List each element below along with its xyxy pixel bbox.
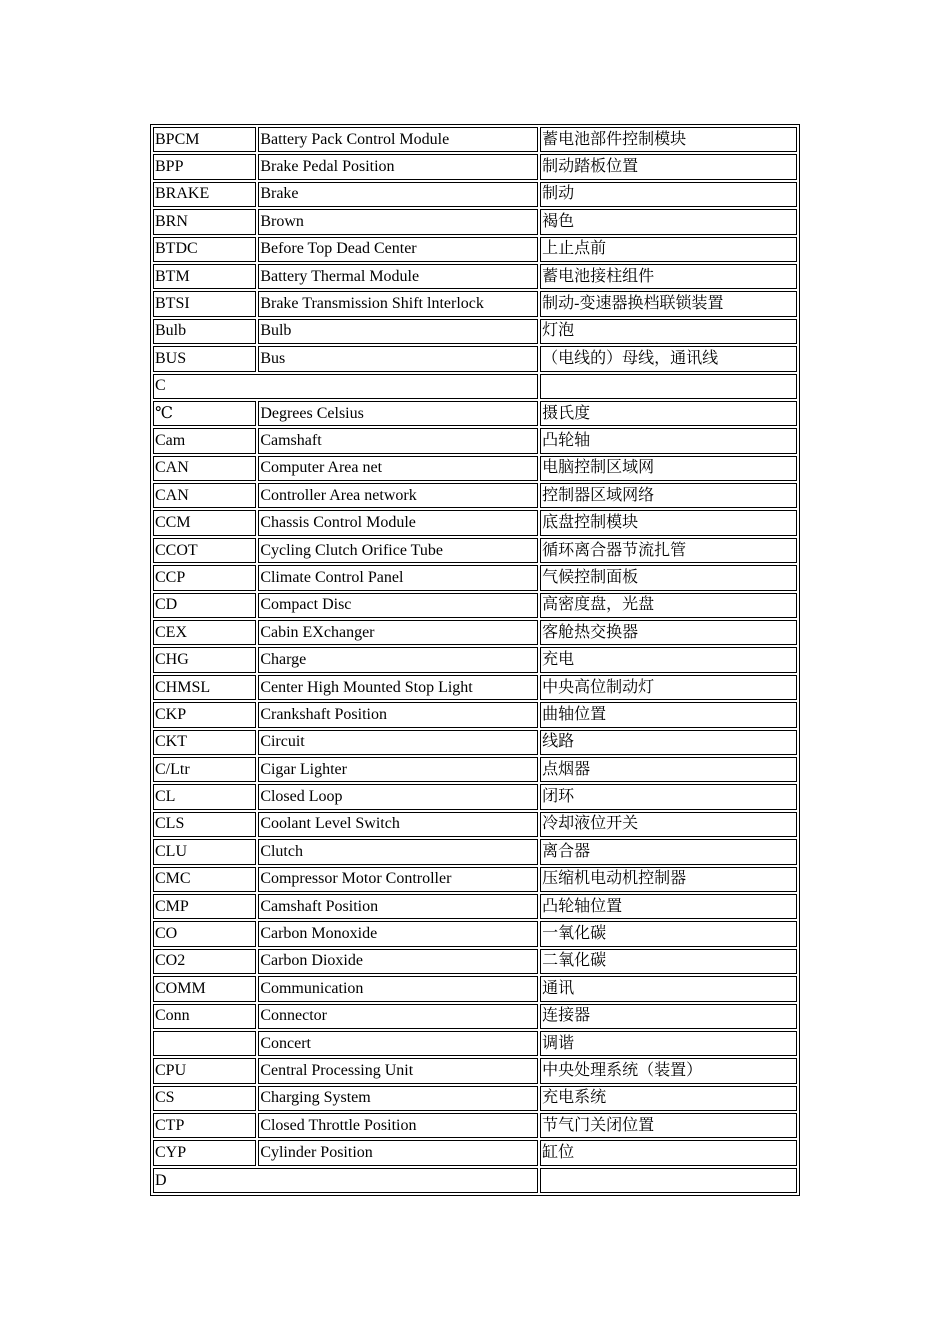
- table-row: [153, 483, 797, 508]
- chinese-term-cell: 制动: [540, 182, 797, 207]
- abbreviation-cell: CPU: [153, 1058, 256, 1083]
- abbreviation-cell: CCOT: [153, 538, 256, 563]
- abbreviation-cell: Conn: [153, 1004, 256, 1029]
- chinese-term-cell: 上止点前: [540, 237, 797, 262]
- english-term-cell: Cigar Lighter: [258, 757, 538, 782]
- table-row: [153, 647, 797, 672]
- table-row: [153, 346, 797, 371]
- abbreviation-cell: CYP: [153, 1140, 256, 1165]
- chinese-term-cell: （电线的）母线，通讯线: [540, 346, 797, 371]
- abbreviation-cell: CAN: [153, 456, 256, 481]
- table-row: [153, 949, 797, 974]
- chinese-term-cell: 中央处理系统（装置）: [540, 1058, 797, 1083]
- english-term-cell: Chassis Control Module: [258, 510, 538, 535]
- english-term-cell: Central Processing Unit: [258, 1058, 538, 1083]
- table-row: [153, 593, 797, 618]
- abbreviation-cell: BTDC: [153, 237, 256, 262]
- english-term-cell: Brake Transmission Shift lnterlock: [258, 291, 538, 316]
- abbreviation-cell: BPCM: [153, 127, 256, 152]
- table-row: [153, 209, 797, 234]
- chinese-term-cell: 充电: [540, 647, 797, 672]
- english-term-cell: Coolant Level Switch: [258, 812, 538, 837]
- table-row: [153, 510, 797, 535]
- chinese-term-cell: 点烟器: [540, 757, 797, 782]
- english-term-cell: Carbon Dioxide: [258, 949, 538, 974]
- chinese-term-cell: 中央高位制动灯: [540, 675, 797, 700]
- table-row: [153, 867, 797, 892]
- chinese-term-cell: 通讯: [540, 976, 797, 1001]
- abbreviation-cell: BRN: [153, 209, 256, 234]
- chinese-term-cell: 调谐: [540, 1031, 797, 1056]
- abbreviation-cell: CS: [153, 1086, 256, 1111]
- table-row: [153, 264, 797, 289]
- table-row: [153, 291, 797, 316]
- abbreviation-cell: CO: [153, 921, 256, 946]
- english-term-cell: Battery Pack Control Module: [258, 127, 538, 152]
- chinese-term-cell: 循环离合器节流扎管: [540, 538, 797, 563]
- section-letter-cell: D: [153, 1168, 538, 1193]
- abbreviation-cell: CCP: [153, 565, 256, 590]
- english-term-cell: Charge: [258, 647, 538, 672]
- chinese-term-cell: 凸轮轴位置: [540, 894, 797, 919]
- section-header-row: [153, 374, 797, 399]
- chinese-term-cell: 凸轮轴: [540, 428, 797, 453]
- table-row: [153, 784, 797, 809]
- english-term-cell: Concert: [258, 1031, 538, 1056]
- abbreviation-cell: [153, 1031, 256, 1056]
- english-term-cell: Closed Loop: [258, 784, 538, 809]
- abbreviation-cell: CHG: [153, 647, 256, 672]
- table-row: [153, 1113, 797, 1138]
- english-term-cell: Circuit: [258, 730, 538, 755]
- abbreviation-cell: CHMSL: [153, 675, 256, 700]
- table-row: [153, 1031, 797, 1056]
- english-term-cell: Carbon Monoxide: [258, 921, 538, 946]
- abbreviation-cell: CCM: [153, 510, 256, 535]
- table-row: [153, 237, 797, 262]
- english-term-cell: Compressor Motor Controller: [258, 867, 538, 892]
- abbreviation-cell: CD: [153, 593, 256, 618]
- abbreviation-cell: BTSI: [153, 291, 256, 316]
- chinese-term-cell: 灯泡: [540, 319, 797, 344]
- abbreviation-cell: Bulb: [153, 319, 256, 344]
- english-term-cell: Connector: [258, 1004, 538, 1029]
- table-row: [153, 812, 797, 837]
- table-row: [153, 182, 797, 207]
- table-row: [153, 127, 797, 152]
- chinese-term-cell: 二氧化碳: [540, 949, 797, 974]
- chinese-term-cell: 控制器区域网络: [540, 483, 797, 508]
- section-blank-cell: [540, 374, 797, 399]
- glossary-table-body: [153, 127, 797, 1193]
- table-row: [153, 1058, 797, 1083]
- table-row: [153, 154, 797, 179]
- table-row: [153, 565, 797, 590]
- chinese-term-cell: 底盘控制模块: [540, 510, 797, 535]
- english-term-cell: Cycling Clutch Orifice Tube: [258, 538, 538, 563]
- english-term-cell: Crankshaft Position: [258, 702, 538, 727]
- chinese-term-cell: 蓄电池部件控制模块: [540, 127, 797, 152]
- chinese-term-cell: 节气门关闭位置: [540, 1113, 797, 1138]
- table-row: [153, 456, 797, 481]
- chinese-term-cell: 冷却液位开关: [540, 812, 797, 837]
- chinese-term-cell: 闭环: [540, 784, 797, 809]
- abbreviation-cell: Cam: [153, 428, 256, 453]
- table-row: [153, 1086, 797, 1111]
- abbreviation-cell: CAN: [153, 483, 256, 508]
- table-row: [153, 401, 797, 426]
- english-term-cell: Cabin EXchanger: [258, 620, 538, 645]
- chinese-term-cell: 摄氏度: [540, 401, 797, 426]
- english-term-cell: Compact Disc: [258, 593, 538, 618]
- chinese-term-cell: 连接器: [540, 1004, 797, 1029]
- chinese-term-cell: 离合器: [540, 839, 797, 864]
- english-term-cell: Controller Area network: [258, 483, 538, 508]
- table-row: [153, 894, 797, 919]
- chinese-term-cell: 一氧化碳: [540, 921, 797, 946]
- english-term-cell: Camshaft Position: [258, 894, 538, 919]
- chinese-term-cell: 制动-变速器换档联锁装置: [540, 291, 797, 316]
- chinese-term-cell: 蓄电池接柱组件: [540, 264, 797, 289]
- abbreviation-cell: CO2: [153, 949, 256, 974]
- english-term-cell: Computer Area net: [258, 456, 538, 481]
- chinese-term-cell: 制动踏板位置: [540, 154, 797, 179]
- table-row: [153, 921, 797, 946]
- table-row: [153, 1140, 797, 1165]
- abbreviation-cell: CKT: [153, 730, 256, 755]
- english-term-cell: Clutch: [258, 839, 538, 864]
- abbreviation-cell: CTP: [153, 1113, 256, 1138]
- english-term-cell: Before Top Dead Center: [258, 237, 538, 262]
- english-term-cell: Climate Control Panel: [258, 565, 538, 590]
- table-row: [153, 730, 797, 755]
- abbreviation-cell: COMM: [153, 976, 256, 1001]
- english-term-cell: Bulb: [258, 319, 538, 344]
- chinese-term-cell: 电脑控制区域网: [540, 456, 797, 481]
- english-term-cell: Degrees Celsius: [258, 401, 538, 426]
- english-term-cell: Brake Pedal Position: [258, 154, 538, 179]
- table-row: [153, 839, 797, 864]
- section-letter-cell: C: [153, 374, 538, 399]
- chinese-term-cell: 压缩机电动机控制器: [540, 867, 797, 892]
- abbreviation-cell: CLU: [153, 839, 256, 864]
- abbreviation-cell: CMC: [153, 867, 256, 892]
- table-row: [153, 538, 797, 563]
- english-term-cell: Battery Thermal Module: [258, 264, 538, 289]
- chinese-term-cell: 气候控制面板: [540, 565, 797, 590]
- chinese-term-cell: 线路: [540, 730, 797, 755]
- chinese-term-cell: 高密度盘，光盘: [540, 593, 797, 618]
- table-row: [153, 675, 797, 700]
- abbreviation-cell: ℃: [153, 401, 256, 426]
- table-row: [153, 702, 797, 727]
- abbreviation-cell: BPP: [153, 154, 256, 179]
- chinese-term-cell: 褐色: [540, 209, 797, 234]
- abbreviation-cell: CLS: [153, 812, 256, 837]
- abbreviation-cell: CEX: [153, 620, 256, 645]
- section-header-row: [153, 1168, 797, 1193]
- table-row: [153, 1004, 797, 1029]
- chinese-term-cell: 缸位: [540, 1140, 797, 1165]
- table-row: [153, 620, 797, 645]
- section-blank-cell: [540, 1168, 797, 1193]
- abbreviation-cell: BUS: [153, 346, 256, 371]
- table-row: [153, 428, 797, 453]
- english-term-cell: Camshaft: [258, 428, 538, 453]
- english-term-cell: Brake: [258, 182, 538, 207]
- table-row: [153, 319, 797, 344]
- english-term-cell: Brown: [258, 209, 538, 234]
- english-term-cell: Center High Mounted Stop Light: [258, 675, 538, 700]
- english-term-cell: Charging System: [258, 1086, 538, 1111]
- table-row: [153, 976, 797, 1001]
- abbreviation-cell: C/Ltr: [153, 757, 256, 782]
- abbreviation-cell: CMP: [153, 894, 256, 919]
- abbreviation-cell: CKP: [153, 702, 256, 727]
- english-term-cell: Cylinder Position: [258, 1140, 538, 1165]
- english-term-cell: Closed Throttle Position: [258, 1113, 538, 1138]
- abbreviation-cell: BTM: [153, 264, 256, 289]
- abbreviation-cell: CL: [153, 784, 256, 809]
- abbreviation-glossary-table: [150, 124, 800, 1196]
- chinese-term-cell: 客舱热交换器: [540, 620, 797, 645]
- abbreviation-cell: BRAKE: [153, 182, 256, 207]
- table-row: [153, 757, 797, 782]
- chinese-term-cell: 充电系统: [540, 1086, 797, 1111]
- english-term-cell: Communication: [258, 976, 538, 1001]
- chinese-term-cell: 曲轴位置: [540, 702, 797, 727]
- english-term-cell: Bus: [258, 346, 538, 371]
